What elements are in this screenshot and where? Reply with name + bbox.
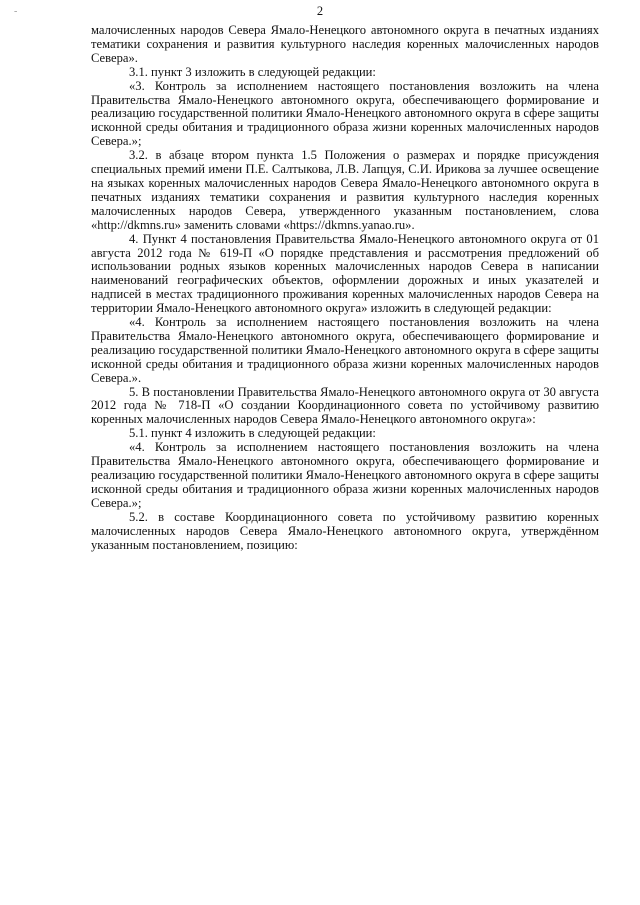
paragraph-5-1: 5.1. пункт 4 изложить в следующей редакции: — [129, 426, 376, 441]
scan-corner-mark: - — [14, 6, 18, 17]
paragraph-3-2: 3.2. в абзаце втором пункта 1.5 Положения о размерах и порядке присуждения специальных премий имени П.Е. Салтыкова, Л.В. Лапцуя, С.И. Ирикова за лучшее освещение на языках коренных малочисленных народов Севера Ямало-Ненецкого автономного округа в печатных изданиях тематики сохранения и развития культурного наследия коренных малочисленных народов Севера, утвержденного указанным постановлением, слова «http://dkmns.ru» заменить словами «https://dkmns.yanao.ru». — [91, 148, 599, 232]
paragraph-continuation: малочисленных народов Севера Ямало-Ненецкого автономного округа в печатных изданиях тематики сохранения и развития культурного наследия коренных малочисленных народов Севера». — [91, 23, 599, 65]
page-number: 2 — [316, 4, 324, 18]
document-body — [91, 24, 599, 552]
paragraph-3-1: 3.1. пункт 3 изложить в следующей редакции: — [129, 64, 376, 79]
paragraph-quote-4a: «4. Контроль за исполнением настоящего постановления возложить на члена Правительства Ямало-Ненецкого автономного округа, обеспечивающего формирование и реализацию государственной политики Ямало-Ненецкого автономного округа в сфере защиты исконной среды обитания и традиционного образа жизни коренных малочисленных народов Севера.». — [91, 315, 599, 385]
paragraph-5-2: 5.2. в составе Координационного совета по устойчивому развитию коренных малочисленных народов Севера Ямало-Ненецкого автономного округа, утверждённом указанным постановлением, позицию: — [91, 509, 599, 552]
paragraph-quote-4b: «4. Контроль за исполнением настоящего постановления возложить на члена Правительства Ямало-Ненецкого автономного округа, обеспечивающего формирование и реализацию государственной политики Ямало-Ненецкого автономного округа в сфере защиты исконной среды обитания и традиционного образа жизни коренных малочисленных народов Севера.»; — [91, 440, 599, 510]
paragraph-quote-3: «3. Контроль за исполнением настоящего постановления возложить на члена Правительства Ямало-Ненецкого автономного округа, обеспечивающего формирование и реализацию государственной политики Ямало-Ненецкого автономного округа в сфере защиты исконной среды обитания и традиционного образа жизни коренных малочисленных народов Севера.»; — [91, 78, 599, 149]
paragraph-5: 5. В постановлении Правительства Ямало-Ненецкого автономного округа от 30 августа 2012 года № 718-П «О создании Координационного совета по устойчивому развитию коренных малочисленных народов Севера Ямало-Ненецкого автономного округа»: — [91, 384, 599, 427]
paragraph-4: 4. Пункт 4 постановления Правительства Ямало-Ненецкого автономного округа от 01 августа 2012 года № 619-П «О порядке представления и рассмотрения предложений об использовании родных языков коренных малочисленных народов Севера в написании наименований географических объектов, оформлении дорожных и иных указателей и надписей в местах традиционного проживания коренных малочисленных народов Севера на территории Ямало-Ненецкого автономного округа» изложить в следующей редакции: — [91, 231, 599, 316]
